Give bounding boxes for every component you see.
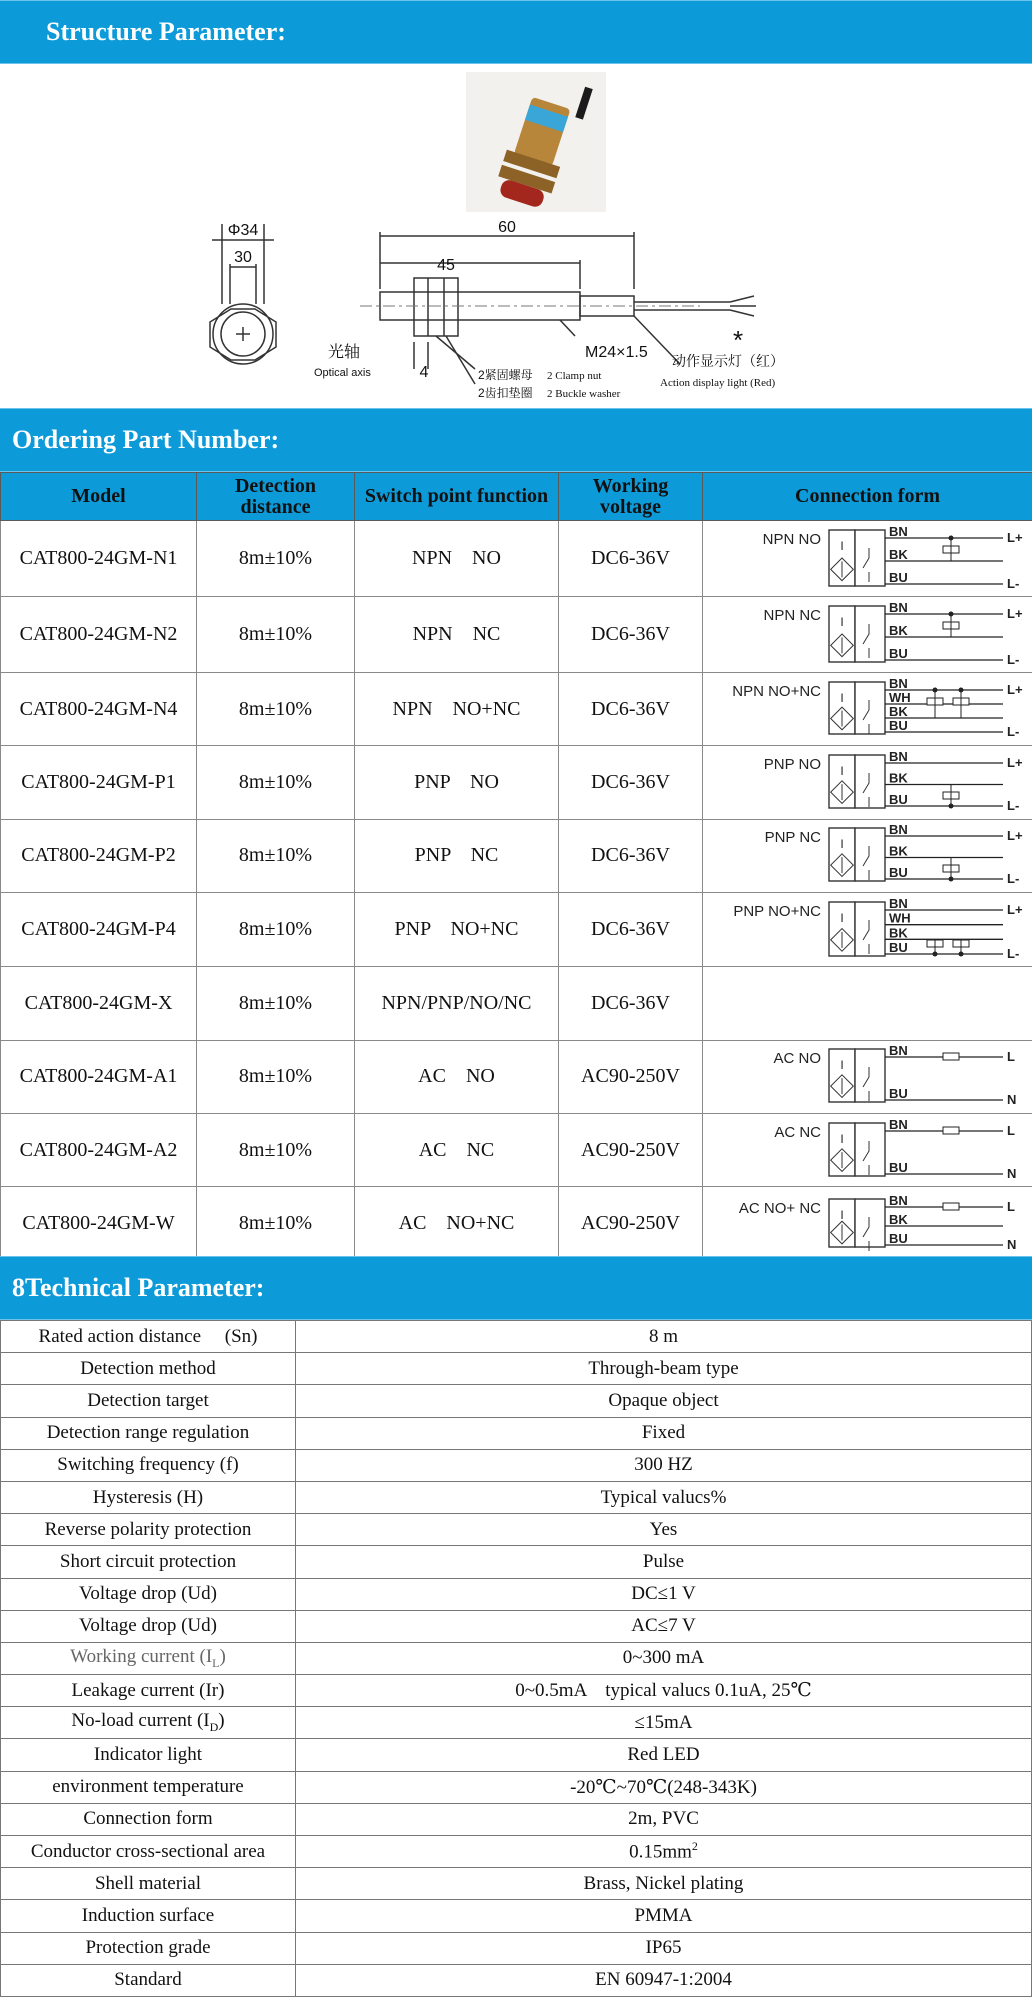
wire-label-bu: BU bbox=[889, 645, 908, 661]
table-row bbox=[1, 1187, 1032, 1260]
parameter-label-text: Detection target bbox=[87, 1389, 209, 1411]
parameter-value bbox=[296, 1932, 1032, 1964]
parameter-label bbox=[1, 1642, 296, 1674]
connection-kind-label: AC NO+ NC bbox=[738, 1199, 821, 1217]
parameter-value bbox=[296, 1675, 1032, 1707]
light-en: Action display light (Red) bbox=[660, 377, 776, 389]
wiring-diagram bbox=[703, 1041, 1032, 1112]
connection-diagram-cell bbox=[703, 521, 1032, 597]
function-cell: NPN NC bbox=[355, 597, 559, 673]
axis-cn-label: 光轴 bbox=[328, 344, 361, 361]
axis-en-label: Optical axis bbox=[314, 367, 371, 379]
distance-cell: 8m±10% bbox=[197, 521, 355, 597]
thread-label: M24×1.5 bbox=[585, 344, 648, 361]
parameter-value bbox=[296, 1964, 1032, 1996]
wire-label-bn: BN bbox=[889, 1043, 908, 1059]
table-row bbox=[1, 1739, 1032, 1771]
distance-cell: 8m±10% bbox=[197, 1113, 355, 1186]
wiring-diagram bbox=[703, 598, 1032, 672]
voltage-cell: AC90-250V bbox=[559, 1040, 703, 1113]
supply-bottom-label: L- bbox=[1007, 798, 1020, 814]
parameter-value-text: Yes bbox=[649, 1518, 678, 1540]
parameter-value-text: Opaque object bbox=[608, 1389, 719, 1411]
parameter-value bbox=[296, 1868, 1032, 1900]
parameter-value bbox=[296, 1803, 1032, 1835]
parameter-label-text: Voltage drop (Ud) bbox=[79, 1615, 217, 1637]
model-cell: CAT800-24GM-N4 bbox=[1, 673, 197, 746]
supply-top-label: L bbox=[1007, 1198, 1015, 1214]
function-cell: AC NO bbox=[355, 1040, 559, 1113]
parameter-label-text: Voltage drop (Ud) bbox=[79, 1583, 217, 1605]
table-row bbox=[1, 1321, 1032, 1353]
load-symbol bbox=[943, 1053, 959, 1060]
parameter-value-text: -20℃~70℃(248-343K) bbox=[570, 1776, 757, 1798]
parameter-label bbox=[1, 1481, 296, 1513]
connection-diagram-cell bbox=[703, 893, 1032, 967]
dim-30: 30 bbox=[234, 249, 252, 266]
parameter-value-text: 2m, PVC bbox=[628, 1808, 699, 1830]
technical-table bbox=[0, 1320, 1032, 1997]
wiring-diagram bbox=[703, 674, 1032, 744]
parameter-label bbox=[1, 1610, 296, 1642]
parameter-value bbox=[296, 1610, 1032, 1642]
distance-cell: 8m±10% bbox=[197, 967, 355, 1040]
connection-kind-label: PNP NO bbox=[763, 756, 821, 774]
table-row bbox=[1, 1836, 1032, 1868]
wire-label-bu: BU bbox=[889, 865, 908, 881]
table-row bbox=[1, 1385, 1032, 1417]
parameter-label bbox=[1, 1449, 296, 1481]
technical-section-title bbox=[0, 1256, 1032, 1320]
sensor-photo bbox=[466, 70, 606, 213]
wire-label-wh: WH bbox=[889, 910, 911, 926]
parameter-label bbox=[1, 1836, 296, 1868]
wire-label-bn: BN bbox=[889, 895, 908, 911]
connection-kind-label: NPN NC bbox=[763, 606, 821, 624]
table-row bbox=[1, 1514, 1032, 1546]
technical-title-text: 8Technical Parameter: bbox=[12, 1273, 265, 1302]
col-header-connection: Connection form bbox=[703, 473, 1032, 521]
supply-top-label: L+ bbox=[1007, 828, 1023, 844]
parameter-value bbox=[296, 1353, 1032, 1385]
function-cell: PNP NC bbox=[355, 819, 559, 892]
wire-label-bn: BN bbox=[889, 749, 908, 765]
output-box bbox=[855, 1049, 885, 1102]
parameter-label-text: Rated action distance (Sn) bbox=[38, 1325, 258, 1347]
input-label: I bbox=[840, 538, 844, 553]
parameter-label-text: Standard bbox=[114, 1969, 182, 1991]
output-box bbox=[855, 530, 885, 586]
connection-kind-label: NPN NO bbox=[762, 530, 821, 548]
distance-cell: 8m±10% bbox=[197, 893, 355, 967]
parameter-label bbox=[1, 1353, 296, 1385]
model-cell: CAT800-24GM-P4 bbox=[1, 893, 197, 967]
wire-label-bk: BK bbox=[889, 622, 908, 638]
parameter-label bbox=[1, 1417, 296, 1449]
parameter-value bbox=[296, 1481, 1032, 1513]
parameter-label-text: Conductor cross-sectional area bbox=[30, 1840, 266, 1862]
parameter-value-text: 0~0.5mA typical valucs 0.1uA, 25℃ bbox=[515, 1680, 812, 1702]
wiring-diagram bbox=[703, 522, 1032, 596]
parameter-value-text: EN 60947-1:2004 bbox=[595, 1969, 732, 1991]
supply-top-label: L+ bbox=[1007, 755, 1023, 771]
table-row bbox=[1, 1610, 1032, 1642]
wire-label-bu: BU bbox=[889, 792, 908, 808]
connection-kind-label: PNP NC bbox=[764, 829, 821, 847]
parameter-value bbox=[296, 1900, 1032, 1932]
function-cell: AC NO+NC bbox=[355, 1187, 559, 1260]
parameter-label-text: Detection method bbox=[80, 1357, 216, 1379]
supply-bottom-label: N bbox=[1007, 1165, 1017, 1181]
parameter-value bbox=[296, 1321, 1032, 1353]
parameter-label bbox=[1, 1964, 296, 1996]
distance-cell: 8m±10% bbox=[197, 673, 355, 746]
connection-diagram-cell bbox=[703, 1187, 1032, 1260]
parameter-label-text: Induction surface bbox=[81, 1904, 215, 1926]
washer-en: 2 Buckle washer bbox=[547, 388, 621, 400]
wire-label-bu: BU bbox=[889, 718, 908, 734]
wire-label-bu: BU bbox=[889, 1230, 908, 1246]
voltage-cell: DC6-36V bbox=[559, 819, 703, 892]
connection-diagram-cell bbox=[703, 746, 1032, 819]
parameter-value bbox=[296, 1578, 1032, 1610]
parameter-label bbox=[1, 1900, 296, 1932]
parameter-value bbox=[296, 1771, 1032, 1803]
ordering-header-row bbox=[1, 473, 1032, 521]
ordering-title-text: Ordering Part Number: bbox=[12, 425, 280, 454]
parameter-value-text: Through-beam type bbox=[588, 1357, 739, 1379]
table-row bbox=[1, 1868, 1032, 1900]
wire-label-bk: BK bbox=[889, 704, 908, 720]
voltage-cell: DC6-36V bbox=[559, 673, 703, 746]
parameter-value bbox=[296, 1385, 1032, 1417]
wire-label-bn: BN bbox=[889, 676, 908, 692]
voltage-cell: AC90-250V bbox=[559, 1187, 703, 1260]
parameter-value bbox=[296, 1642, 1032, 1674]
junction-dot bbox=[949, 611, 954, 616]
col-header-function: Switch point function bbox=[355, 473, 559, 521]
front-view bbox=[210, 224, 276, 364]
parameter-value bbox=[296, 1546, 1032, 1578]
supply-top-label: L+ bbox=[1007, 529, 1023, 545]
parameter-label bbox=[1, 1771, 296, 1803]
wire-label-bu: BU bbox=[889, 569, 908, 585]
parameter-label bbox=[1, 1932, 296, 1964]
wire-label-bu: BU bbox=[889, 1086, 908, 1102]
voltage-cell: DC6-36V bbox=[559, 597, 703, 673]
parameter-label-text: Working current (I bbox=[70, 1646, 213, 1668]
wire-label-bk: BK bbox=[889, 770, 908, 786]
parameter-value bbox=[296, 1514, 1032, 1546]
input-label: I bbox=[840, 691, 844, 706]
distance-cell: 8m±10% bbox=[197, 819, 355, 892]
parameter-label-text: Reverse polarity protection bbox=[44, 1518, 252, 1540]
table-row bbox=[1, 1353, 1032, 1385]
parameter-label bbox=[1, 1578, 296, 1610]
table-row bbox=[1, 893, 1032, 967]
supply-bottom-label: N bbox=[1007, 1236, 1017, 1252]
connection-diagram-cell bbox=[703, 1040, 1032, 1113]
structure-title-text: Structure Parameter: bbox=[46, 17, 286, 46]
dim-60: 60 bbox=[498, 219, 516, 236]
structure-drawing bbox=[0, 64, 1032, 408]
parameter-label-text: No-load current (I bbox=[71, 1710, 210, 1732]
junction-dot bbox=[949, 804, 954, 809]
table-row bbox=[1, 967, 1032, 1040]
parameter-label-end: ) bbox=[219, 1646, 226, 1668]
table-row bbox=[1, 819, 1032, 892]
model-cell: CAT800-24GM-A2 bbox=[1, 1113, 197, 1186]
junction-dot bbox=[959, 688, 964, 693]
table-row bbox=[1, 673, 1032, 746]
connection-diagram-cell bbox=[703, 673, 1032, 746]
model-cell: CAT800-24GM-X bbox=[1, 967, 197, 1040]
parameter-value-text: Fixed bbox=[641, 1422, 686, 1444]
supply-bottom-label: N bbox=[1007, 1092, 1017, 1108]
table-row bbox=[1, 521, 1032, 597]
supply-bottom-label: L- bbox=[1007, 945, 1020, 961]
distance-cell: 8m±10% bbox=[197, 1187, 355, 1260]
input-label: I bbox=[840, 1058, 844, 1073]
wire-label-bn: BN bbox=[889, 523, 908, 539]
output-box bbox=[855, 1199, 885, 1247]
function-cell: PNP NO+NC bbox=[355, 893, 559, 967]
wire-label-bn: BN bbox=[889, 822, 908, 838]
parameter-value-text: Brass, Nickel plating bbox=[583, 1872, 744, 1894]
model-cell: CAT800-24GM-P2 bbox=[1, 819, 197, 892]
parameter-label-text: Shell material bbox=[94, 1872, 202, 1894]
washer-cn: 2齿扣垫圈 bbox=[478, 386, 533, 400]
parameter-label-text: Switching frequency (f) bbox=[57, 1454, 239, 1476]
supply-top-label: L bbox=[1007, 1122, 1015, 1138]
parameter-value bbox=[296, 1836, 1032, 1868]
table-row bbox=[1, 1771, 1032, 1803]
input-label: I bbox=[840, 764, 844, 779]
junction-dot bbox=[933, 951, 938, 956]
input-label: I bbox=[840, 910, 844, 925]
table-row bbox=[1, 746, 1032, 819]
connection-kind-label: NPN NO+NC bbox=[732, 683, 821, 701]
supply-bottom-label: L- bbox=[1007, 575, 1020, 591]
wire-label-bk: BK bbox=[889, 843, 908, 859]
model-cell: CAT800-24GM-W bbox=[1, 1187, 197, 1260]
wire-label-bn: BN bbox=[889, 1192, 908, 1208]
model-cell: CAT800-24GM-N2 bbox=[1, 597, 197, 673]
output-box bbox=[855, 828, 885, 881]
junction-dot bbox=[933, 688, 938, 693]
voltage-cell: AC90-250V bbox=[559, 1113, 703, 1186]
model-cell: CAT800-24GM-A1 bbox=[1, 1040, 197, 1113]
wire-label-bk: BK bbox=[889, 925, 908, 941]
table-row bbox=[1, 1449, 1032, 1481]
parameter-value-text: ≤15mA bbox=[634, 1711, 693, 1733]
output-box bbox=[855, 755, 885, 808]
parameter-value bbox=[296, 1707, 1032, 1739]
output-box bbox=[855, 902, 885, 956]
load-symbol bbox=[943, 1203, 959, 1210]
parameter-label bbox=[1, 1546, 296, 1578]
function-cell: NPN NO+NC bbox=[355, 673, 559, 746]
col-header-model: Model bbox=[1, 473, 197, 521]
junction-dot bbox=[959, 951, 964, 956]
output-box bbox=[855, 1123, 885, 1176]
distance-cell: 8m±10% bbox=[197, 597, 355, 673]
connection-kind-label: AC NO bbox=[773, 1050, 821, 1068]
table-row bbox=[1, 1546, 1032, 1578]
output-box bbox=[855, 682, 885, 734]
ordering-section-title bbox=[0, 408, 1032, 472]
parameter-label-text: Connection form bbox=[83, 1808, 213, 1830]
parameter-value-text: DC≤1 V bbox=[631, 1583, 696, 1605]
wire-label-bk: BK bbox=[889, 546, 908, 562]
parameter-value-text: Typical valucs% bbox=[600, 1486, 727, 1508]
parameter-label bbox=[1, 1868, 296, 1900]
wire-label-bn: BN bbox=[889, 1116, 908, 1132]
parameter-label-subscript: D bbox=[209, 1720, 219, 1735]
connection-kind-label: AC NC bbox=[774, 1123, 821, 1141]
parameter-label bbox=[1, 1514, 296, 1546]
parameter-value-text: Red LED bbox=[627, 1744, 700, 1766]
table-row bbox=[1, 1113, 1032, 1186]
parameter-label-text: environment temperature bbox=[52, 1776, 244, 1798]
col-header-distance: Detection distance bbox=[197, 473, 355, 521]
table-row bbox=[1, 1964, 1032, 1996]
parameter-value-text: 300 HZ bbox=[634, 1454, 693, 1476]
load-symbol bbox=[943, 1127, 959, 1134]
wiring-diagram bbox=[703, 820, 1032, 891]
function-cell: NPN NO bbox=[355, 521, 559, 597]
connection-diagram-cell bbox=[703, 1113, 1032, 1186]
connection-diagram-cell bbox=[703, 597, 1032, 673]
parameter-value-text: 8 m bbox=[648, 1325, 679, 1347]
model-cell: CAT800-24GM-N1 bbox=[1, 521, 197, 597]
parameter-label bbox=[1, 1739, 296, 1771]
parameter-label bbox=[1, 1321, 296, 1353]
table-row bbox=[1, 1481, 1032, 1513]
wiring-diagram bbox=[703, 1191, 1032, 1257]
wire-label-bu: BU bbox=[889, 1159, 908, 1175]
table-row bbox=[1, 1900, 1032, 1932]
parameter-value-text: 0.15mm bbox=[629, 1841, 692, 1863]
input-label: I bbox=[840, 614, 844, 629]
parameter-label bbox=[1, 1803, 296, 1835]
parameter-label-text: Hysteresis (H) bbox=[92, 1486, 204, 1508]
supply-bottom-label: L- bbox=[1007, 724, 1020, 740]
table-row bbox=[1, 1417, 1032, 1449]
wire-label-bk: BK bbox=[889, 1211, 908, 1227]
supply-top-label: L bbox=[1007, 1049, 1015, 1065]
parameter-label bbox=[1, 1707, 296, 1739]
parameter-value-text: Pulse bbox=[642, 1550, 685, 1572]
wire-label-bu: BU bbox=[889, 939, 908, 955]
parameter-label-text: Indicator light bbox=[93, 1744, 203, 1766]
wire-label-wh: WH bbox=[889, 690, 911, 706]
input-label: I bbox=[840, 837, 844, 852]
function-cell: PNP NO bbox=[355, 746, 559, 819]
connection-kind-label: PNP NO+NC bbox=[733, 902, 821, 920]
col-header-voltage: Working voltage bbox=[559, 473, 703, 521]
wiring-diagram bbox=[703, 1115, 1032, 1186]
parameter-value-text: IP65 bbox=[645, 1937, 682, 1959]
model-cell: CAT800-24GM-P1 bbox=[1, 746, 197, 819]
parameter-label-text: Protection grade bbox=[85, 1937, 211, 1959]
parameter-label-text: Detection range regulation bbox=[46, 1422, 250, 1444]
parameter-label bbox=[1, 1675, 296, 1707]
connection-diagram-cell bbox=[703, 967, 1032, 1040]
supply-top-label: L+ bbox=[1007, 901, 1023, 917]
parameter-label-end: ) bbox=[218, 1710, 225, 1732]
distance-cell: 8m±10% bbox=[197, 746, 355, 819]
ordering-table bbox=[0, 472, 1032, 1261]
voltage-cell: DC6-36V bbox=[559, 746, 703, 819]
parameter-value-superscript: 2 bbox=[691, 1839, 698, 1854]
sensor-dimension-drawing bbox=[0, 64, 1032, 408]
input-label: I bbox=[840, 1131, 844, 1146]
clamp-nut-en: 2 Clamp nut bbox=[547, 370, 602, 382]
parameter-value bbox=[296, 1449, 1032, 1481]
wiring-diagram bbox=[703, 747, 1032, 818]
table-row bbox=[1, 1932, 1032, 1964]
input-label: I bbox=[840, 1207, 844, 1222]
table-row bbox=[1, 1803, 1032, 1835]
wiring-diagram bbox=[703, 894, 1032, 966]
table-row bbox=[1, 1642, 1032, 1674]
light-cn: 动作显示灯（红） bbox=[672, 353, 784, 369]
distance-cell: 8m±10% bbox=[197, 1040, 355, 1113]
table-row bbox=[1, 1040, 1032, 1113]
clamp-nut-cn: 2紧固螺母 bbox=[478, 368, 533, 382]
dim-45: 45 bbox=[437, 257, 455, 274]
junction-dot bbox=[949, 877, 954, 882]
dim-4: 4 bbox=[419, 364, 429, 381]
table-row bbox=[1, 1675, 1032, 1707]
supply-bottom-label: L- bbox=[1007, 651, 1020, 667]
wire-label-bn: BN bbox=[889, 599, 908, 615]
asterisk-mark: * bbox=[732, 325, 744, 355]
output-box bbox=[855, 606, 885, 662]
supply-bottom-label: L- bbox=[1007, 871, 1020, 887]
voltage-cell: DC6-36V bbox=[559, 893, 703, 967]
parameter-value bbox=[296, 1739, 1032, 1771]
dim-phi34: Φ34 bbox=[227, 222, 259, 239]
function-cell: NPN/PNP/NO/NC bbox=[355, 967, 559, 1040]
voltage-cell: DC6-36V bbox=[559, 521, 703, 597]
table-row bbox=[1, 1578, 1032, 1610]
function-cell: AC NC bbox=[355, 1113, 559, 1186]
table-row bbox=[1, 597, 1032, 673]
structure-section-title bbox=[0, 0, 1032, 64]
parameter-label-subscript: L bbox=[212, 1655, 220, 1670]
connection-diagram-cell bbox=[703, 819, 1032, 892]
parameter-value-text: AC≤7 V bbox=[631, 1615, 696, 1637]
parameter-value bbox=[296, 1417, 1032, 1449]
supply-top-label: L+ bbox=[1007, 605, 1023, 621]
parameter-value-text: 0~300 mA bbox=[622, 1647, 705, 1669]
parameter-label-text: Leakage current (Ir) bbox=[71, 1679, 225, 1701]
table-row bbox=[1, 1707, 1032, 1739]
parameter-label bbox=[1, 1385, 296, 1417]
voltage-cell: DC6-36V bbox=[559, 967, 703, 1040]
parameter-value-text: PMMA bbox=[634, 1904, 693, 1926]
parameter-label-text: Short circuit protection bbox=[59, 1550, 237, 1572]
supply-top-label: L+ bbox=[1007, 682, 1023, 698]
junction-dot bbox=[949, 535, 954, 540]
